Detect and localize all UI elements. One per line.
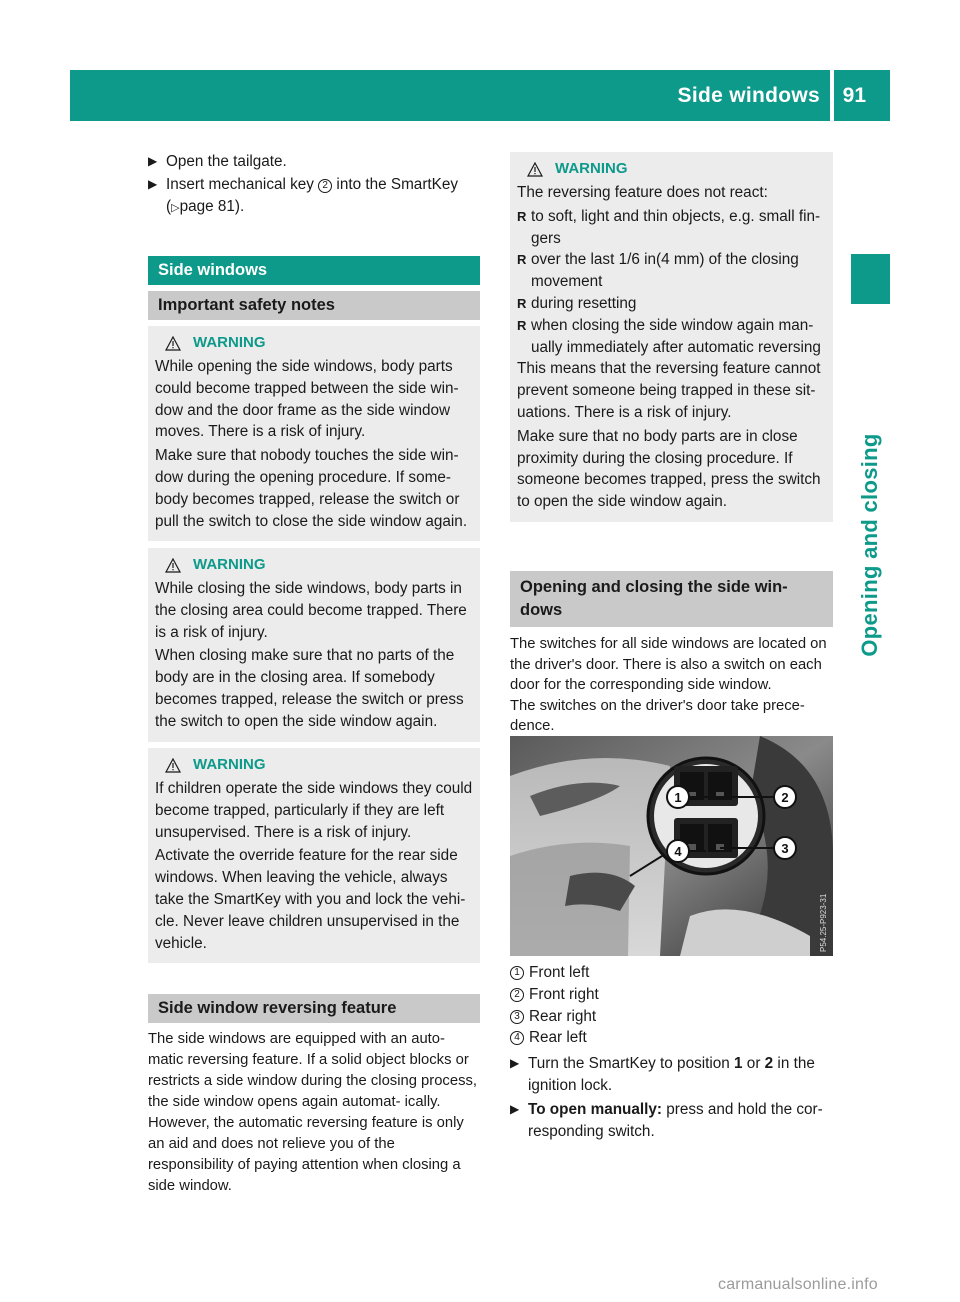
bullet-icon: R [517,208,527,224]
left-column [148,151,480,219]
subsection-title: Important safety notes [148,291,480,320]
header-title: Side windows [677,84,820,107]
chapter-label: Opening and closing [857,433,882,657]
step-text: Open the tailgate. [166,153,287,170]
body-paragraph: The switches for all side windows are located on the driver's door. There is also a switch on each door for the corresponding side window. [510,636,827,693]
warning-header [517,158,826,180]
legend-number: 2 [510,988,524,1002]
step-arrow-icon: ▶ [148,176,158,191]
warning-label: WARNING [193,334,266,352]
section-reversing [148,994,480,1197]
header-separator [830,70,834,121]
warning-header [155,554,473,576]
step-text: into the SmartKey ( [166,175,459,215]
legend-item [510,984,833,1006]
legend-number: 1 [510,966,524,980]
warning-header [155,332,473,354]
legend-number: 3 [510,1010,524,1024]
warning-triangle-icon [165,336,181,351]
page-number: 91 [842,84,866,107]
warning-label: WARNING [193,556,266,574]
warning-bullet: R when closing the side window again man- ually immediately after automatic reversing [517,316,821,356]
body-paragraph: The switches on the driver's door take prece- dence. [510,697,805,734]
step-insert-key [148,174,480,220]
warning-bullet: R to soft, light and thin objects, e.g. small fin- gers [517,207,821,247]
warning-paragraph: Make sure that no body parts are in close proximity during the closing procedure. If someone becomes trapped, press the switch to open the side window again. [517,427,821,511]
legend-item [510,1006,833,1028]
section-opening-closing [510,571,833,737]
step-arrow-icon: ▶ [510,1101,520,1116]
step-open-manually: ▶ To open manually: press and hold the cor- responding switch. [510,1100,823,1140]
page-ref-arrow-icon: ▷ [171,201,180,214]
warning-triangle-icon [527,162,543,177]
warning-header [155,754,473,776]
door-switch-photo [510,736,833,956]
legend-label: Front left [529,964,590,981]
warning-paragraph: Activate the override feature for the rear side windows. When leaving the vehicle, always take the SmartKey with you and lock the vehi- cle. Never leave children unsupervised in the vehicle. [155,847,466,952]
subsection-safety [148,291,480,320]
watermark: carmanualsonline.info [718,1276,878,1293]
warning-label: WARNING [193,756,266,774]
step-text: Insert mechanical key [166,175,319,193]
figure-switches [510,736,833,956]
warning-paragraph: If children operate the side windows they could become trapped, particularly if they are left unsupervised. There is a risk of injury. [155,780,473,841]
warning-label: WARNING [555,160,628,178]
legend-label: Front right [529,985,599,1003]
section-side-windows [148,256,480,285]
warning-bullet: R during resetting [517,293,826,315]
door-panel-illustration [510,736,833,956]
callout-2: 2 [781,790,789,805]
warning-paragraph: This means that the reversing feature cannot prevent someone being trapped in these sit- uations. There is a risk of injury. [517,360,821,421]
step-turn-key: ▶ Turn the SmartKey to position 1 or 2 in the ignition lock. [510,1055,815,1094]
warning-box-1 [148,326,480,541]
warning-box-4 [510,152,833,522]
warning-box-3 [148,748,480,963]
page-header [70,70,890,121]
callout-1: 1 [674,790,682,805]
warning-intro: The reversing feature does not react: [517,184,768,201]
legend-number: 4 [510,1031,524,1045]
figure-legend [510,962,833,1142]
body-paragraph: The side windows are equipped with an auto- matic reversing feature. If a solid object blocks or restricts a side window during the closing process, the side window opens again automat- ically. However, the automatic reversing feature is only an aid and does not relieve you of the responsibility of paying attention when closing a side window. [148,1031,477,1194]
warning-box-2 [148,548,480,742]
legend-item [510,1027,833,1049]
subsection-title: Side window reversing feature [148,994,480,1023]
bullet-icon: R [517,295,527,311]
warning-bullet: R over the last 1/6 in(4 mm) of the closing movement [517,251,799,291]
warning-paragraph: When closing make sure that no parts of the body are in the closing area. If somebody becomes trapped, release the switch or press the switch to open the side window again. [155,647,464,730]
subsection-title: Opening and closing the side win- dows [510,571,833,627]
step-arrow-icon: ▶ [510,1056,520,1071]
legend-label: Rear left [529,1029,587,1047]
step-arrow-icon: ▶ [148,154,158,168]
figure-code: P54.25-P923-31 [819,893,828,952]
bullet-icon: R [517,252,527,268]
callout-4: 4 [674,844,682,859]
legend-label: Rear right [529,1007,597,1025]
callout-3: 3 [781,841,789,856]
warning-triangle-icon [165,558,181,573]
warning-paragraph: Make sure that nobody touches the side win- dow during the opening procedure. If some- body becomes trapped, release the switch or pull the switch to close the side window again. [155,447,468,530]
legend-item [510,962,833,984]
callout-number: 2 [318,179,332,193]
warning-triangle-icon [165,758,181,773]
step-open-tailgate [148,151,480,173]
page-ref-link[interactable]: page 81). [179,197,245,215]
bullet-icon: R [517,317,527,333]
section-title: Side windows [148,256,480,285]
warning-paragraph: While closing the side windows, body parts in the closing area could become trapped. There is a risk of injury. [155,580,467,641]
chapter-tab [851,254,890,304]
warning-paragraph: While opening the side windows, body parts could become trapped between the side win- dow and the door frame as the side window moves. There is a risk of injury. [155,358,459,441]
